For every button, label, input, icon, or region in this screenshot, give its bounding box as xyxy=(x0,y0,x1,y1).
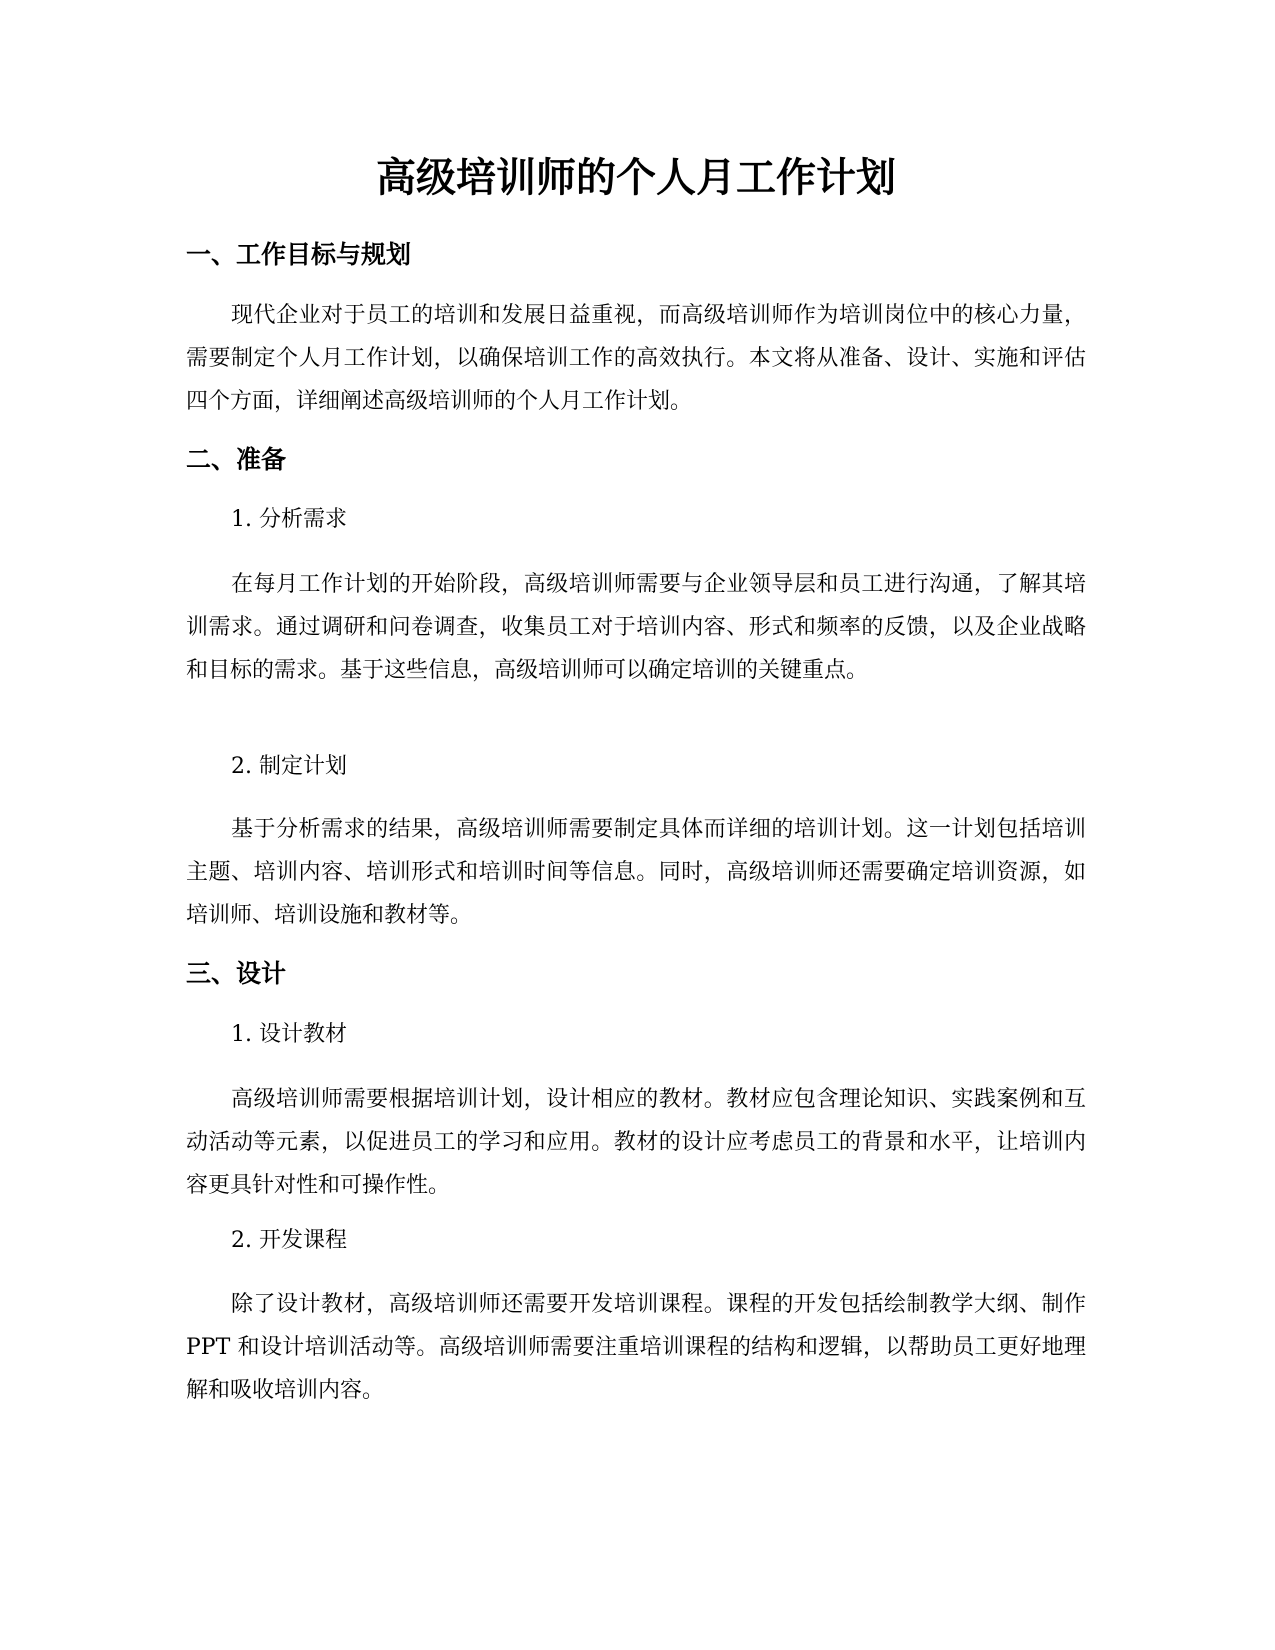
section-heading-goals: 一、工作目标与规划 xyxy=(186,240,412,269)
section-heading-design: 三、设计 xyxy=(186,959,287,988)
paragraph-make-plan: 基于分析需求的结果，高级培训师需要制定具体而详细的培训计划。这一计划包括培训主题、培训内容、培训形式和培训时间等信息。同时，高级培训师还需要确定培训资源，如培训师、培训设施和教材等。 xyxy=(186,817,1086,928)
subheading-make-plan: 2. 制定计划 xyxy=(231,754,347,779)
section-heading-preparation: 二、准备 xyxy=(186,445,287,474)
subheading-analyze-needs: 1. 分析需求 xyxy=(231,507,347,532)
subheading-design-materials: 1. 设计教材 xyxy=(231,1022,347,1047)
paragraph-develop-courses: 除了设计教材，高级培训师还需要开发培训课程。课程的开发包括绘制教学大纲、制作 PPT 和设计培训活动等。高级培训师需要注重培训课程的结构和逻辑，以帮助员工更好地理解和吸收培训内容。 xyxy=(186,1292,1086,1403)
subheading-develop-courses: 2. 开发课程 xyxy=(231,1228,347,1253)
document-title: 高级培训师的个人月工作计划 xyxy=(376,155,896,201)
paragraph-design-materials: 高级培训师需要根据培训计划，设计相应的教材。教材应包含理论知识、实践案例和互动活动等元素，以促进员工的学习和应用。教材的设计应考虑员工的背景和水平，让培训内容更具针对性和可操作性。 xyxy=(186,1087,1086,1198)
section-paragraph-goals: 现代企业对于员工的培训和发展日益重视，而高级培训师作为培训岗位中的核心力量，需要制定个人月工作计划，以确保培训工作的高效执行。本文将从准备、设计、实施和评估四个方面，详细阐述高级培训师的个人月工作计划。 xyxy=(186,303,1086,414)
paragraph-analyze-needs: 在每月工作计划的开始阶段，高级培训师需要与企业领导层和员工进行沟通，了解其培训需求。通过调研和问卷调查，收集员工对于培训内容、形式和频率的反馈，以及企业战略和目标的需求。基于这些信息，高级培训师可以确定培训的关键重点。 xyxy=(186,572,1086,683)
